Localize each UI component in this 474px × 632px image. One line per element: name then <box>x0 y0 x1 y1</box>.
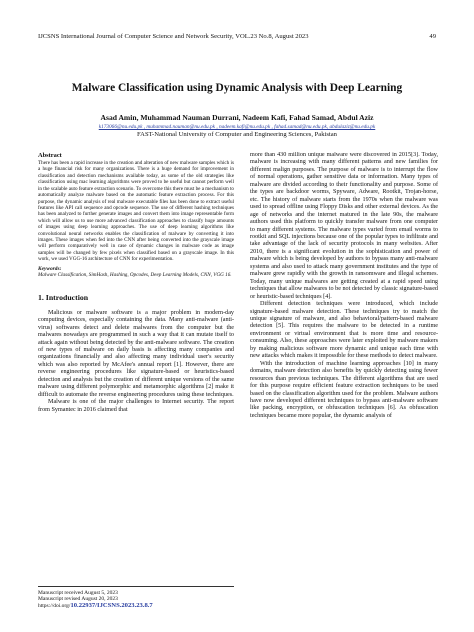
abstract-text: There has been a rapid increase in the creation and alteration of new malware samples which is a huge financial risk for many organizations. There is a huge demand for improvement in classification and detection mechanisms available today, as some of the old strategies like classification using mac learning algorithms were proved to be useful but cannot perform well in the scalable auto feature extraction scenario. To overcome this there must be a mechanism to automatically analyze malware based on the automatic feature extraction process. For this purpose, the dynamic analysis of real malware executable files has been done to extract useful features like API call sequence and opcode sequence. The use of different hashing techniques has been analyzed to further generate images and convert them into image representable form which will allow us to use more advanced classification approaches to classify huge amounts of images using deep learning approaches. The use of deep learning algorithms like convolutional neural networks enables the classification of malware by converting it into images. These images when fed into the CNN after being converted into the grayscale image will perform comparatively well in case of dynamic changes in malware code as image samples will be changed by few pixels when classified based on a grayscale image. In this work, we used VGG-16 architecture of CNN for experimentation. <box>38 160 234 263</box>
abstract-heading: Abstract <box>38 152 62 159</box>
page-number: 49 <box>429 33 436 40</box>
doi-prefix: https://doi.org/ <box>38 602 71 609</box>
keywords-text: Malware Classification, SimHash, Hashing, Opcodes, Deep Learning Models, CNN, VGG 16. <box>38 272 232 279</box>
footnotes <box>38 586 234 609</box>
journal-name: IJCSNS International Journal of Computer Science and Network Security, VOL.23 No.8, August 2023 <box>38 33 309 40</box>
intro-paragraph: Malware is one of the major challenges to Internet security. The report from Symantec in 2016 claimed that <box>38 399 234 413</box>
running-header <box>38 33 436 41</box>
manuscript-revised: Manuscript revised August 20, 2023 <box>38 596 118 603</box>
doi-link[interactable]: 10.22937/IJCSNS.2023.23.8.7 <box>70 601 153 609</box>
author-list: Asad Amin, Muhammad Nauman Durrani, Nadeem Kafi, Fahad Samad, Abdul Aziz <box>100 113 374 122</box>
keywords-heading: Keywords: <box>38 265 62 272</box>
body-paragraph: more than 430 million unique malware were discovered in 2015[3]. Today, malware is increasing with many different patterns and new families for different malign purposes. The purpose of malware is to interrupt the flow of normal operations, gather sensitive data or information. Many types of malware are divided according to their functionality and purpose. Some of the types are backdoor worms, Spyware, Adware, Rootkit, Trojan-horse, etc. The history of malware starts from the 1970s when the malware was used to spread offline using Floppy Disks and other external devices. As the age of networks and the internet matured in the late 90s, the malware authors used this platform to quickly transfer malware from one computer to many different systems. The malware types varied from email worms to rootkit and SQL injections because one of the popular types to infiltrate and take advantage of the lack of security protocols in many websites. After 2010, there is a significant evolution in the sophistication and power of malware which is being developed by authors to bypass many anti-malware systems and also used to attack many government institutes and the type of malware grew rapidly with the growth in ransomware and illegal schemes. Today, many unique malwares are getting created at a rapid speed using techniques that allow malwares to be not detected by classic signature-based or heuristic-based techniques [4]. <box>250 152 438 300</box>
left-column <box>38 152 234 414</box>
body-paragraph: With the introduction of machine learning approaches [10] in many domains, malware detection also benefits by quickly detecting using fewer resources than previous techniques. The different algorithms that are used for this purpose require efficient feature extraction techniques to be used based on the classification algorithm used for the problem. Malware authors have now developed different techniques to bypass anti-malware software like packing, encryption, or obfuscation techniques [6]. As obfuscation techniques became more popular, the dynamic analysis of <box>250 360 438 419</box>
manuscript-received: Manuscript received August 5, 2023 <box>38 590 118 596</box>
doi-line <box>38 603 234 609</box>
body-paragraph: Different detection techniques were introduced, which include signature-based malware detection. These techniques try to match the unique signature of malware, and also behavioral/pattern-based malware detection [5]. This requires the malware to be detected in a runtime environment or virtual environment that is more time and resource-consuming. Also, these approaches were later exploited by malware makers by making malicious software more dynamic and unique each time with new attacks which makes it impossible for these methods to detect malware. <box>250 301 438 360</box>
right-column <box>250 152 438 420</box>
section-heading-introduction: 1. Introduction <box>38 292 89 302</box>
author-emails[interactable]: k173066@nu.edu.pk , muhammad.nauman@nu.edu.pk , nadeem.kafi@nu.edu.pk , fahad.samad@nu.edu.pk, abdulaziz@nu.edu.pk <box>98 124 376 130</box>
affiliation: FAST-National University of Computer and Engineering Sciences, Pakistan <box>137 131 337 138</box>
paper-title: Malware Classification using Dynamic Analysis with Deep Learning <box>71 82 403 94</box>
intro-paragraph: Malicious or malware software is a major problem in modern-day computing devices, especially containing the data. Many anti-malware (anti-virus) softwares detect and delete malwares from the computer but the malwares nowadays are programmed in such a way that it can mutate itself to attack again without being detected by the anti-malware software. The creation of new types of malware on daily basis is affecting many companies and organizations financially and also affecting many individual user's security which was also reported by McAfee's annual report [1]. However, there are reverse engineering procedures like signature-based or heuristics-based detection and analysis but the creation of different unique versions of the same malware using different polymorphic and metamorphic algorithms [2] make it difficult to automate the reverse engineering procedures using these techniques. <box>38 309 234 398</box>
